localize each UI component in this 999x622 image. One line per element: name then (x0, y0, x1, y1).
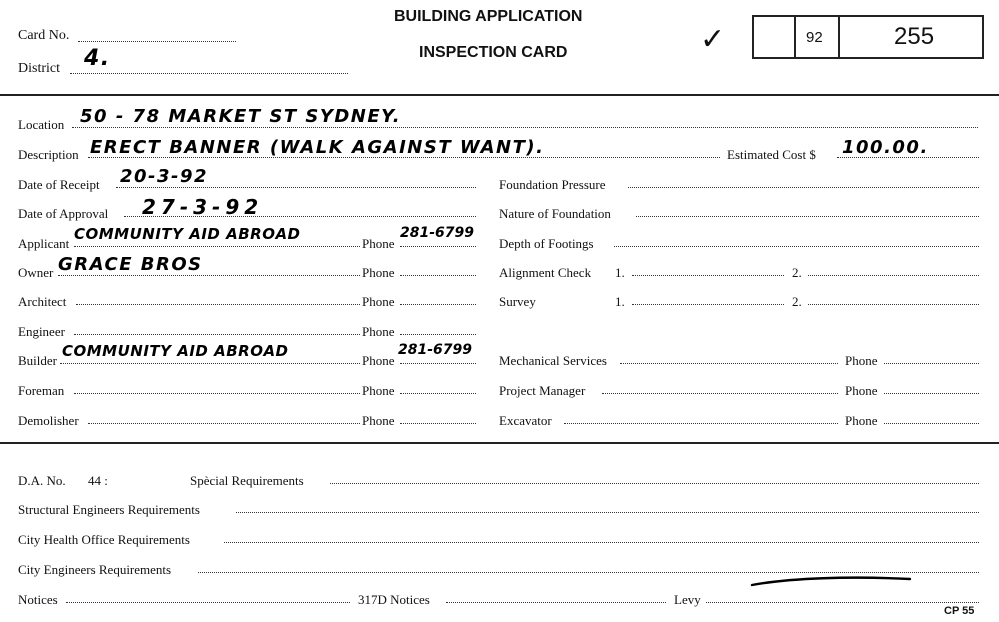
project-manager-phone-field[interactable] (884, 393, 979, 394)
alignment-check-field-1[interactable] (632, 275, 784, 276)
project-manager-field[interactable] (602, 393, 838, 394)
city-health-field[interactable] (224, 542, 979, 543)
survey-num2: 2. (792, 294, 802, 309)
engineer-phone-label: Phone (362, 324, 395, 339)
owner-phone-field[interactable] (400, 275, 476, 276)
owner-value: GRACE BROS (58, 254, 203, 275)
date-of-receipt-value: 20-3-92 (120, 166, 209, 187)
box-number: 255 (894, 23, 935, 50)
top-rule (0, 94, 999, 96)
foundation-pressure-field[interactable] (628, 187, 979, 188)
demolisher-field[interactable] (88, 423, 360, 424)
architect-label: Architect (18, 294, 67, 309)
depth-of-footings-field[interactable] (614, 246, 979, 247)
check-mark-icon: ✓ (700, 22, 726, 57)
excavator-phone-label: Phone (845, 413, 878, 428)
levy-pen-stroke-icon (750, 574, 915, 588)
notices-317d-field[interactable] (446, 602, 666, 603)
estimated-cost-value: 100.00. (842, 137, 929, 158)
demolisher-phone-label: Phone (362, 413, 395, 428)
date-of-receipt-label: Date of Receipt (18, 177, 100, 192)
mechanical-services-field[interactable] (620, 363, 838, 364)
foreman-field[interactable] (74, 393, 360, 394)
engineer-phone-field[interactable] (400, 334, 476, 335)
structural-engineers-label: Structural Engineers Requirements (18, 502, 200, 517)
city-engineers-field[interactable] (198, 572, 979, 573)
builder-field[interactable] (60, 363, 360, 364)
date-of-approval-value: 27-3-92 (142, 195, 264, 219)
box-empty-cell (754, 17, 796, 57)
description-label: Description (18, 147, 79, 162)
da-no-value: 44 : (88, 473, 108, 488)
depth-of-footings-label: Depth of Footings (499, 236, 594, 251)
alignment-check-label: Alignment Check (499, 265, 592, 280)
survey-label: Survey (499, 294, 536, 309)
district-value: 4. (84, 46, 111, 71)
title-line-1: BUILDING APPLICATION (394, 8, 583, 25)
card-no-field[interactable] (78, 41, 236, 42)
notices-label: Notices (18, 592, 58, 607)
excavator-label: Excavator (499, 413, 552, 428)
district-label: District (18, 61, 60, 76)
alignment-check-field-2[interactable] (808, 275, 979, 276)
applicant-phone-label: Phone (362, 236, 395, 251)
mechanical-services-phone-field[interactable] (884, 363, 979, 364)
builder-value: COMMUNITY AID ABROAD (62, 342, 289, 360)
applicant-phone-value: 281-6799 (400, 225, 474, 241)
architect-phone-field[interactable] (400, 304, 476, 305)
middle-rule (0, 442, 999, 444)
special-requirements-label: Spècial Requirements (190, 473, 304, 488)
applicant-field[interactable] (74, 246, 360, 247)
notices-317d-label: 317D Notices (358, 592, 430, 607)
survey-field-2[interactable] (808, 304, 979, 305)
box-year-cell (796, 17, 840, 57)
district-field[interactable] (70, 73, 348, 74)
city-health-label: City Health Office Requirements (18, 532, 190, 547)
owner-phone-label: Phone (362, 265, 395, 280)
mechanical-services-phone-label: Phone (845, 353, 878, 368)
architect-phone-label: Phone (362, 294, 395, 309)
alignment-check-num2: 2. (792, 265, 802, 280)
title-line-2: INSPECTION CARD (419, 44, 568, 61)
excavator-phone-field[interactable] (884, 423, 979, 424)
date-of-receipt-field[interactable] (116, 187, 476, 188)
structural-engineers-field[interactable] (236, 512, 979, 513)
card-number-box (752, 15, 984, 59)
foundation-pressure-label: Foundation Pressure (499, 177, 606, 192)
applicant-value: COMMUNITY AID ABROAD (74, 225, 301, 243)
foreman-phone-field[interactable] (400, 393, 476, 394)
levy-field[interactable] (706, 602, 979, 603)
applicant-phone-field[interactable] (400, 246, 476, 247)
nature-of-foundation-field[interactable] (636, 216, 979, 217)
owner-label: Owner (18, 265, 54, 280)
foreman-label: Foreman (18, 383, 65, 398)
architect-field[interactable] (76, 304, 360, 305)
box-year: 92 (806, 29, 823, 46)
project-manager-label: Project Manager (499, 383, 586, 398)
engineer-field[interactable] (74, 334, 360, 335)
builder-phone-label: Phone (362, 353, 395, 368)
builder-label: Builder (18, 353, 57, 368)
da-no-label: D.A. No. (18, 473, 66, 488)
engineer-label: Engineer (18, 324, 65, 339)
mechanical-services-label: Mechanical Services (499, 353, 607, 368)
survey-num1: 1. (615, 294, 625, 309)
nature-of-foundation-label: Nature of Foundation (499, 206, 611, 221)
alignment-check-num1: 1. (615, 265, 625, 280)
builder-phone-field[interactable] (400, 363, 476, 364)
builder-phone-value: 281-6799 (398, 342, 472, 358)
foreman-phone-label: Phone (362, 383, 395, 398)
location-field[interactable] (72, 127, 978, 128)
card-no-label: Card No. (18, 28, 70, 43)
project-manager-phone-label: Phone (845, 383, 878, 398)
owner-field[interactable] (58, 275, 360, 276)
survey-field-1[interactable] (632, 304, 784, 305)
special-requirements-field[interactable] (330, 483, 979, 484)
levy-label: Levy (674, 592, 701, 607)
excavator-field[interactable] (564, 423, 838, 424)
location-value: 50 - 78 MARKET ST SYDNEY. (80, 106, 402, 127)
demolisher-phone-field[interactable] (400, 423, 476, 424)
form-code: CP 55 (944, 605, 975, 617)
notices-field[interactable] (66, 602, 350, 603)
city-engineers-label: City Engineers Requirements (18, 562, 172, 577)
location-label: Location (18, 117, 65, 132)
applicant-label: Applicant (18, 236, 70, 251)
date-of-approval-label: Date of Approval (18, 206, 109, 221)
estimated-cost-label: Estimated Cost $ (727, 147, 816, 162)
demolisher-label: Demolisher (18, 413, 79, 428)
description-value: ERECT BANNER (WALK AGAINST WANT). (90, 137, 545, 158)
